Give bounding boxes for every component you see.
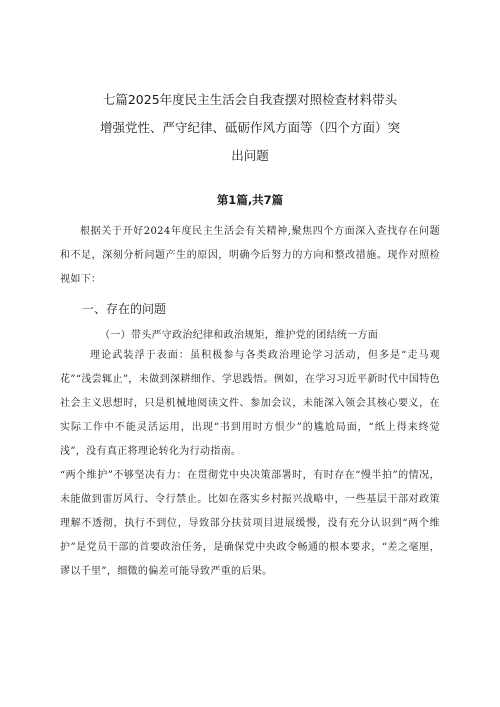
document-title-line-1: 七篇2025年度民主生活会自我查摆对照检查材料带头 — [102, 92, 398, 107]
document-title-line-2: 增强党性、严守纪律、砥砺作风方面等（四个方面）突 — [99, 120, 400, 135]
document-title-line-3: 出问题 — [231, 148, 269, 163]
document-subtitle: 第1篇,共7篇 — [216, 193, 284, 207]
paragraph-theory-study: 理论武装浮于表面：虽积极参与各类政治理论学习活动，但多是“走马观花”“浅尝辄止”，未做到深耕细作、学思践悟。例如，在学习习近平新时代中国特色社会主义思想时，只是机械地阅读文件、参加会议，未能深入领会其核心要义，在实际工作中不能灵活运用，出现“书到用时方恨少”的尴尬局面，“纸上得来终觉浅”，没有真正将理论转化为行动指南。 — [60, 350, 440, 457]
subsection-heading: （一）带头严守政治纪律和政治规矩，维护党的团结统一方面 — [100, 330, 379, 341]
intro-paragraph: 根据关于开好2024年度民主生活会有关精神,聚焦四个方面深入查找存在问题和不足，深刻分析问题产生的原因，明确今后努力的方向和整改措施。现作对照检视如下： — [60, 226, 440, 285]
paragraph-two-safeguards: “两个维护”不够坚决有力：在贯彻党中央决策部署时，有时存在“慢半拍”的情况，未能做到雷厉风行、令行禁止。比如在落实乡村振兴战略中，一些基层干部对政策理解不透彻，执行不到位，导致部分扶贫项目进展缓慢，没有充分认识到“两个维护”是党员干部的首要政治任务，是确保党中央政令畅通的根本要求，“差之毫厘，谬以千里”，细微的偏差可能导致严重的后果。 — [60, 470, 440, 577]
section-heading: 一、存在的问题 — [82, 302, 167, 316]
